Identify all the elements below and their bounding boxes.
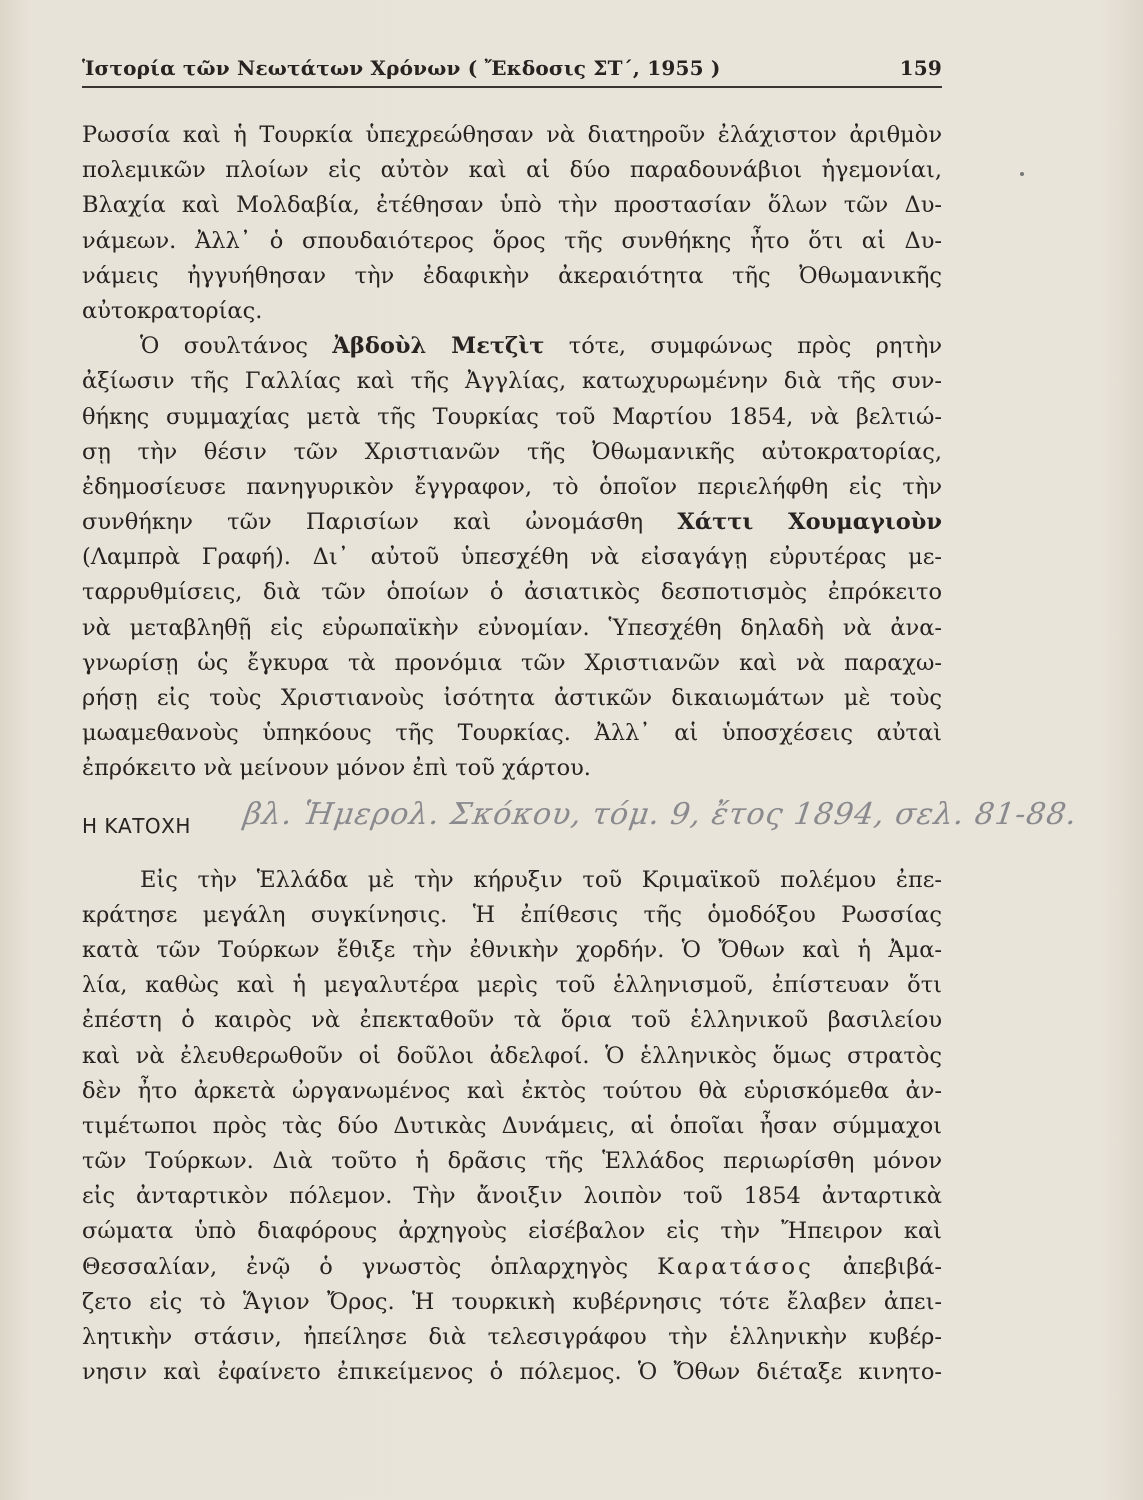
text-line: ἐπέστη ὁ καιρὸς νὰ ἐπεκταθοῦν τὰ ὅρια τοῦ ἑλληνικοῦ βασιλείου [82,1007,942,1034]
running-title: Ἱστορία τῶν Νεωτάτων Χρόνων ( Ἔκδοσις ΣΤ΄, 1955 ) [82,56,721,80]
text-line: ρήσῃ εἰς τοὺς Χριστιανοὺς ἰσότητα ἀστικῶν δικαιωμάτων μὲ τοὺς [82,685,942,711]
text-line: δὲν ἦτο ἀρκετὰ ὠργανωμένος καὶ ἐκτὸς τούτου θὰ εὑρισκόμεθα ἀν- [82,1077,942,1104]
section-heading-row [82,793,1080,863]
chieftain-name: Καρατάσος [657,1253,814,1280]
text-line: νησιν καὶ ἐφαίνετο ἐπικείμενος ὁ πόλεμος. Ὁ Ὄθων διέταξε κινητο- [82,1359,942,1386]
text-line: σώματα ὑπὸ διαφόρους ἀρχηγοὺς εἰσέβαλον εἰς τὴν Ἤπειρον καὶ [82,1218,942,1245]
handwritten-note: βλ. Ἡμερολ. Σκόκου, τόμ. 9, ἔτος 1894, σελ. 81-88. [241,796,1080,832]
section-heading: Η ΚΑΤΟΧΗ [82,813,191,838]
text-line: τιμέτωποι πρὸς τὰς δύο Δυτικὰς Δυνάμεις, αἱ ὁποῖαι ἦσαν σύμμαχοι [82,1112,942,1139]
text-run: Θεσσαλίαν, ἐνῷ ὁ γνωστὸς ὁπλαρχηγὸς [82,1253,629,1280]
margin-dot [1020,172,1024,176]
header-rule [82,86,942,88]
text-line: λία, καθὼς καὶ ἡ μεγαλυτέρα μερὶς τοῦ ἑλληνισμοῦ, ἐπίστευαν ὅτι [82,972,942,999]
text-line: τῶν Τούρκων. Διὰ τοῦτο ἡ δρᾶσις τῆς Ἑλλάδος περιωρίσθη μόνον [82,1148,942,1175]
text-run: ἀπεβιβά- [842,1253,943,1280]
text-line [82,505,942,540]
text-line: νὰ μεταβληθῇ εἰς εὐρωπαϊκὴν εὐνομίαν. Ὑπεσχέθη δηλαδὴ νὰ ἀνα- [82,614,942,641]
text-line: κατὰ τῶν Τούρκων ἔθιξε τὴν ἐθνικὴν χορδήν. Ὁ Ὄθων καὶ ἡ Ἀμα- [82,936,942,963]
text-line: γνωρίσῃ ὡς ἔγκυρα τὰ προνόμια τῶν Χριστιανῶν καὶ νὰ παραχω- [82,649,942,676]
text-line: εἰς ἀνταρτικὸν πόλεμον. Τὴν ἄνοιξιν λοιπὸν τοῦ 1854 ἀνταρτικὰ [82,1183,942,1210]
paragraph-1 [82,118,942,329]
text-run: Ὁ σουλτάνος [140,333,309,360]
text-line: ἐδημοσίευσε πανηγυρικὸν ἔγγραφον, τὸ ὁποῖον περιελήφθη εἰς τὴν [82,473,942,500]
text-line [82,1250,942,1285]
text-line: ἀξίωσιν τῆς Γαλλίας καὶ τῆς Ἀγγλίας, κατωχυρωμένην διὰ τῆς συν- [82,368,942,395]
text-line: λητικὴν στάσιν, ἠπείλησε διὰ τελεσιγράφου τὴν ἑλληνικὴν κυβέρ- [82,1324,942,1350]
text-line: νάμεων. Ἀλλ᾽ ὁ σπουδαιότερος ὅρος τῆς συνθήκης ἦτο ὅτι αἱ Δυ- [82,227,942,254]
paragraph-3 [82,863,942,1391]
text-run: συνθήκην τῶν Παρισίων καὶ ὠνομάσθη [82,509,644,536]
text-line: νάμεις ἠγγυήθησαν τὴν ἐδαφικὴν ἀκεραιότητα τῆς Ὀθωμανικῆς [82,262,942,289]
sultan-name: Ἀβδοὺλ Μετζὶτ [332,333,545,360]
text-line: σῃ τὴν θέσιν τῶν Χριστιανῶν τῆς Ὀθωμανικῆς αὐτοκρατορίας, [82,438,942,465]
text-line: (Λαμπρὰ Γραφή). Δι᾽ αὐτοῦ ὑπεσχέθη νὰ εἰσαγάγῃ εὐρυτέρας με- [82,544,942,571]
text-line: ἐπρόκειτο νὰ μείνουν μόνον ἐπὶ τοῦ χάρτου. [82,755,591,782]
text-line: θήκης συμμαχίας μετὰ τῆς Τουρκίας τοῦ Μαρτίου 1854, νὰ βελτιώ- [82,403,942,430]
decree-name: Χάττι Χουμαγιοὺν [677,509,943,536]
paragraph-2 [82,329,942,786]
page-number: 159 [899,56,942,80]
text-run: τότε, συμφώνως πρὸς ρητὴν [568,333,942,360]
text-line [82,329,942,364]
text-line: ταρρυθμίσεις, διὰ τῶν ὁποίων ὁ ἀσιατικὸς δεσποτισμὸς ἐπρόκειτο [82,579,942,606]
text-line: κράτησε μεγάλη συγκίνησις. Ἡ ἐπίθεσις τῆς ὁμοδόξου Ρωσσίας [82,901,942,928]
text-line: αὐτοκρατορίας. [82,297,263,324]
running-header [82,56,942,80]
text-line: ζετο εἰς τὸ Ἅγιον Ὄρος. Ἡ τουρκικὴ κυβέρνησις τότε ἔλαβεν ἀπει- [82,1288,942,1315]
text-line: Ρωσσία καὶ ἡ Τουρκία ὑπεχρεώθησαν νὰ διατηροῦν ἐλάχιστον ἀριθμὸν [82,122,942,148]
text-line: Βλαχία καὶ Μολδαβία, ἐτέθησαν ὑπὸ τὴν προστασίαν ὅλων τῶν Δυ- [82,192,942,219]
text-line: Εἰς τὴν Ἑλλάδα μὲ τὴν κήρυξιν τοῦ Κριμαϊκοῦ πολέμου ἐπε- [140,866,942,893]
text-line: μωαμεθανοὺς ὑπηκόους τῆς Τουρκίας. Ἀλλ᾽ αἱ ὑποσχέσεις αὐταὶ [82,720,942,747]
page-body [82,118,1080,1390]
text-line: καὶ νὰ ἐλευθερωθοῦν οἱ δοῦλοι ἀδελφοί. Ὁ ἑλληνικὸς ὅμως στρατὸς [82,1042,942,1069]
text-line: πολεμικῶν πλοίων εἰς αὐτὸν καὶ αἱ δύο παραδουνάβιοι ἡγεμονίαι, [82,157,942,184]
